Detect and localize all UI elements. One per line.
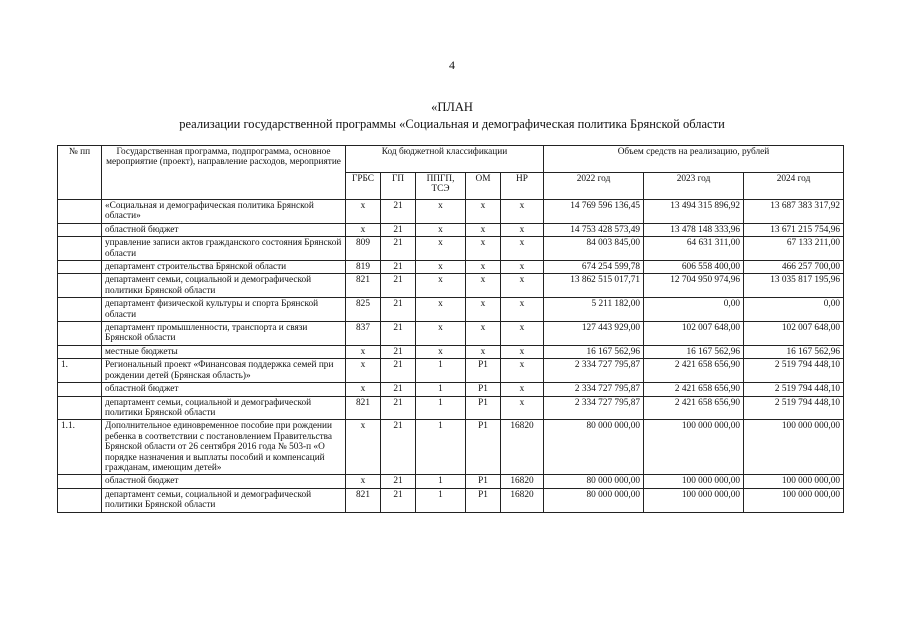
cell-pppg: х <box>416 223 466 236</box>
cell-2024: 16 167 562,96 <box>744 345 844 358</box>
cell-nr: 16820 <box>501 420 544 475</box>
cell-om: х <box>466 200 501 224</box>
cell-2022: 5 211 182,00 <box>544 298 644 322</box>
cell-2023: 100 000 000,00 <box>644 475 744 488</box>
cell-2023: 100 000 000,00 <box>644 420 744 475</box>
table-row <box>58 396 844 420</box>
cell-pppg: х <box>416 261 466 274</box>
cell-pppg: 1 <box>416 396 466 420</box>
cell-om: Р1 <box>466 359 501 383</box>
cell-num <box>58 488 102 512</box>
cell-om: х <box>466 223 501 236</box>
cell-nr: 16820 <box>501 475 544 488</box>
cell-nr: х <box>501 200 544 224</box>
table-row <box>58 274 844 298</box>
cell-om: Р1 <box>466 488 501 512</box>
cell-grbs: х <box>346 420 381 475</box>
cell-2023: 2 421 658 656,90 <box>644 383 744 396</box>
cell-num <box>58 261 102 274</box>
header-name: Государственная программа, подпрограмма, основное мероприятие (проект), направление расходов, мероприятие <box>102 146 346 200</box>
cell-num <box>58 298 102 322</box>
cell-name: департамент семьи, социальной и демографической политики Брянской области <box>102 488 346 512</box>
cell-name: областной бюджет <box>102 475 346 488</box>
cell-grbs: х <box>346 383 381 396</box>
cell-2022: 2 334 727 795,87 <box>544 396 644 420</box>
cell-gp: 21 <box>381 322 416 346</box>
table-row <box>58 345 844 358</box>
cell-2023: 16 167 562,96 <box>644 345 744 358</box>
cell-2024: 100 000 000,00 <box>744 488 844 512</box>
cell-2024: 102 007 648,00 <box>744 322 844 346</box>
cell-2024: 13 035 817 195,96 <box>744 274 844 298</box>
cell-name: Региональный проект «Финансовая поддержка семей при рождении детей (Брянская область)» <box>102 359 346 383</box>
table-row <box>58 488 844 512</box>
cell-gp: 21 <box>381 488 416 512</box>
cell-om: Р1 <box>466 475 501 488</box>
header-2024: 2024 год <box>744 173 844 200</box>
cell-nr: х <box>501 274 544 298</box>
cell-om: х <box>466 322 501 346</box>
cell-gp: 21 <box>381 298 416 322</box>
cell-num <box>58 237 102 261</box>
cell-2024: 13 671 215 754,96 <box>744 223 844 236</box>
header-om: ОМ <box>466 173 501 200</box>
cell-om: Р1 <box>466 396 501 420</box>
cell-name: областной бюджет <box>102 223 346 236</box>
cell-name: Дополнительное единовременное пособие при рождении ребенка в соответствии с постановлением Правительства Брянской области от 26 сентября 2016 года № 503-п «О порядке назначения и выплаты пособий и компенсаций гражданам, имеющим детей» <box>102 420 346 475</box>
cell-2024: 2 519 794 448,10 <box>744 383 844 396</box>
cell-grbs: 819 <box>346 261 381 274</box>
cell-pppg: х <box>416 274 466 298</box>
document-subtitle: реализации государственной программы «Социальная и демографическая политика Брянской области <box>179 117 725 131</box>
cell-2024: 100 000 000,00 <box>744 420 844 475</box>
cell-grbs: 821 <box>346 396 381 420</box>
table-row <box>58 359 844 383</box>
cell-om: Р1 <box>466 383 501 396</box>
cell-nr: х <box>501 322 544 346</box>
cell-gp: 21 <box>381 475 416 488</box>
header-2023: 2023 год <box>644 173 744 200</box>
cell-grbs: х <box>346 345 381 358</box>
header-nr: НР <box>501 173 544 200</box>
table-row <box>58 383 844 396</box>
cell-name: «Социальная и демографическая политика Брянской области» <box>102 200 346 224</box>
cell-num <box>58 274 102 298</box>
cell-om: х <box>466 298 501 322</box>
cell-2022: 674 254 599,78 <box>544 261 644 274</box>
cell-om: х <box>466 237 501 261</box>
cell-name: департамент строительства Брянской области <box>102 261 346 274</box>
cell-2023: 13 494 315 896,92 <box>644 200 744 224</box>
cell-2023: 64 631 311,00 <box>644 237 744 261</box>
cell-grbs: 821 <box>346 488 381 512</box>
cell-2024: 2 519 794 448,10 <box>744 396 844 420</box>
cell-2022: 14 753 428 573,49 <box>544 223 644 236</box>
header-pppg: ППГП, ТСЭ <box>416 173 466 200</box>
cell-2023: 2 421 658 656,90 <box>644 359 744 383</box>
cell-2023: 606 558 400,00 <box>644 261 744 274</box>
cell-pppg: 1 <box>416 420 466 475</box>
cell-grbs: х <box>346 359 381 383</box>
cell-nr: х <box>501 237 544 261</box>
header-grbs: ГРБС <box>346 173 381 200</box>
cell-pppg: х <box>416 200 466 224</box>
table-row <box>58 298 844 322</box>
cell-2024: 0,00 <box>744 298 844 322</box>
cell-2023: 102 007 648,00 <box>644 322 744 346</box>
cell-nr: х <box>501 298 544 322</box>
cell-2023: 2 421 658 656,90 <box>644 396 744 420</box>
cell-om: х <box>466 274 501 298</box>
cell-2022: 13 862 515 017,71 <box>544 274 644 298</box>
cell-pppg: х <box>416 298 466 322</box>
cell-2022: 80 000 000,00 <box>544 420 644 475</box>
table-row <box>58 200 844 224</box>
cell-2024: 100 000 000,00 <box>744 475 844 488</box>
table-row <box>58 237 844 261</box>
cell-pppg: х <box>416 237 466 261</box>
cell-2024: 13 687 383 317,92 <box>744 200 844 224</box>
cell-gp: 21 <box>381 396 416 420</box>
cell-num: 1.1. <box>58 420 102 475</box>
plan-table <box>57 145 844 513</box>
cell-grbs: 821 <box>346 274 381 298</box>
cell-num: 1. <box>58 359 102 383</box>
cell-2022: 127 443 929,00 <box>544 322 644 346</box>
cell-num <box>58 200 102 224</box>
cell-gp: 21 <box>381 359 416 383</box>
page-number: 4 <box>449 58 455 72</box>
cell-pppg: 1 <box>416 383 466 396</box>
cell-gp: 21 <box>381 200 416 224</box>
cell-nr: х <box>501 261 544 274</box>
cell-nr: х <box>501 345 544 358</box>
plan-table-body <box>58 200 844 513</box>
cell-2024: 67 133 211,00 <box>744 237 844 261</box>
cell-name: департамент семьи, социальной и демографической политики Брянской области <box>102 396 346 420</box>
table-row <box>58 223 844 236</box>
document-title: «ПЛАН <box>431 100 473 114</box>
cell-om: х <box>466 261 501 274</box>
table-row <box>58 475 844 488</box>
table-row <box>58 420 844 475</box>
cell-gp: 21 <box>381 261 416 274</box>
cell-num <box>58 223 102 236</box>
cell-om: Р1 <box>466 420 501 475</box>
cell-pppg: 1 <box>416 359 466 383</box>
cell-num <box>58 475 102 488</box>
cell-pppg: х <box>416 322 466 346</box>
cell-num <box>58 396 102 420</box>
cell-name: местные бюджеты <box>102 345 346 358</box>
header-gp: ГП <box>381 173 416 200</box>
cell-2022: 2 334 727 795,87 <box>544 359 644 383</box>
cell-name: департамент семьи, социальной и демографической политики Брянской области <box>102 274 346 298</box>
cell-nr: х <box>501 223 544 236</box>
header-num: № пп <box>58 146 102 200</box>
cell-pppg: х <box>416 345 466 358</box>
cell-2022: 16 167 562,96 <box>544 345 644 358</box>
cell-num <box>58 322 102 346</box>
cell-2023: 0,00 <box>644 298 744 322</box>
cell-grbs: х <box>346 223 381 236</box>
cell-2023: 12 704 950 974,96 <box>644 274 744 298</box>
cell-grbs: х <box>346 475 381 488</box>
cell-gp: 21 <box>381 223 416 236</box>
cell-2023: 100 000 000,00 <box>644 488 744 512</box>
cell-2022: 2 334 727 795,87 <box>544 383 644 396</box>
header-volume: Объем средств на реализацию, рублей <box>544 146 844 173</box>
cell-gp: 21 <box>381 383 416 396</box>
cell-2023: 13 478 148 333,96 <box>644 223 744 236</box>
cell-gp: 21 <box>381 237 416 261</box>
cell-2022: 84 003 845,00 <box>544 237 644 261</box>
cell-name: департамент физической культуры и спорта Брянской области <box>102 298 346 322</box>
cell-2022: 14 769 596 136,45 <box>544 200 644 224</box>
cell-om: х <box>466 345 501 358</box>
cell-2024: 2 519 794 448,10 <box>744 359 844 383</box>
cell-gp: 21 <box>381 274 416 298</box>
cell-2022: 80 000 000,00 <box>544 488 644 512</box>
cell-name: департамент промышленности, транспорта и связи Брянской области <box>102 322 346 346</box>
table-row <box>58 261 844 274</box>
cell-pppg: 1 <box>416 488 466 512</box>
cell-grbs: 809 <box>346 237 381 261</box>
cell-pppg: 1 <box>416 475 466 488</box>
cell-nr: х <box>501 383 544 396</box>
cell-2022: 80 000 000,00 <box>544 475 644 488</box>
cell-name: областной бюджет <box>102 383 346 396</box>
cell-grbs: х <box>346 200 381 224</box>
cell-num <box>58 383 102 396</box>
cell-nr: 16820 <box>501 488 544 512</box>
header-2022: 2022 год <box>544 173 644 200</box>
cell-num <box>58 345 102 358</box>
header-kbk: Код бюджетной классификации <box>346 146 544 173</box>
cell-gp: 21 <box>381 420 416 475</box>
cell-name: управление записи актов гражданского состояния Брянской области <box>102 237 346 261</box>
cell-2024: 466 257 700,00 <box>744 261 844 274</box>
cell-gp: 21 <box>381 345 416 358</box>
cell-grbs: 837 <box>346 322 381 346</box>
table-row <box>58 322 844 346</box>
cell-nr: х <box>501 359 544 383</box>
cell-grbs: 825 <box>346 298 381 322</box>
cell-nr: х <box>501 396 544 420</box>
